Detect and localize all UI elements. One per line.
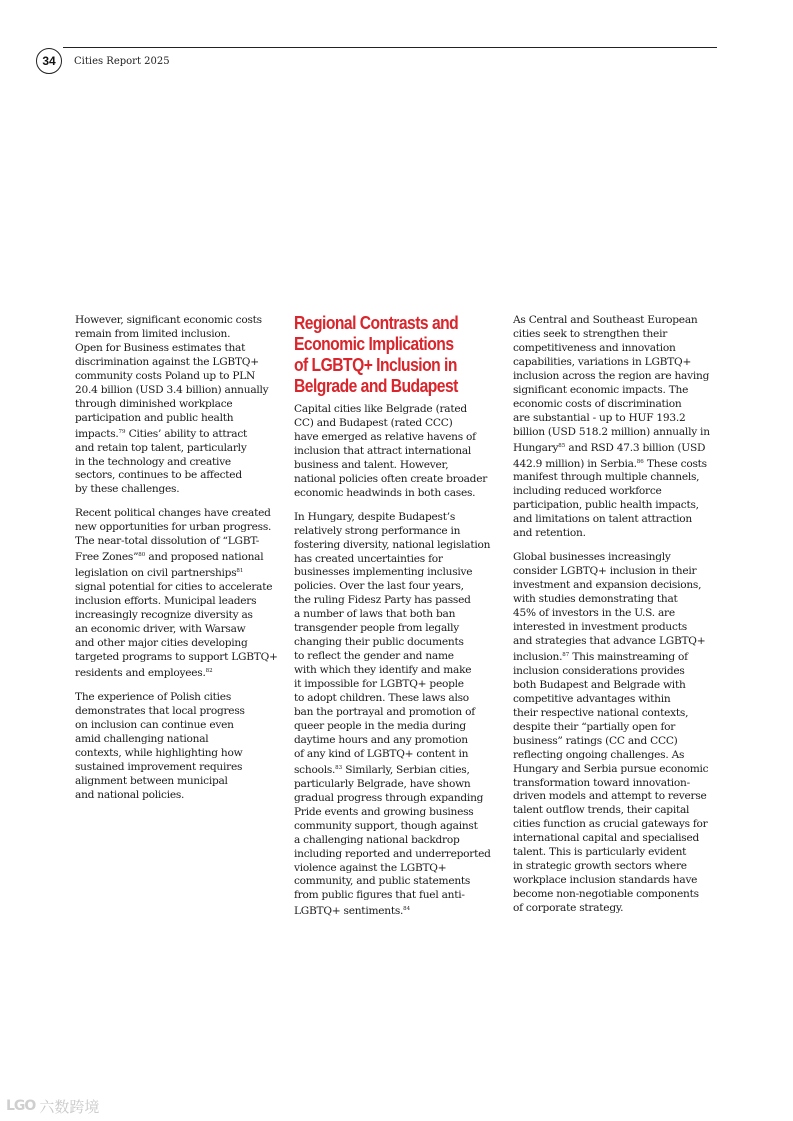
section-heading — [294, 313, 475, 397]
text-line — [294, 762, 504, 778]
text-line: Open for Business estimates that — [75, 341, 246, 354]
text-line: transgender people from legally — [294, 622, 460, 635]
text-line — [513, 649, 719, 665]
text-fragment: Similarly, Serbian cities, — [342, 763, 470, 776]
text-line: talent outflow trends, their capital — [513, 804, 690, 817]
text-line: including reduced workforce — [513, 485, 662, 498]
text-line: by these challenges. — [75, 483, 180, 496]
text-line: talent. This is particularly evident — [513, 846, 687, 859]
text-fragment: Hungary — [513, 441, 559, 454]
watermark — [6, 1094, 99, 1118]
text-line — [294, 903, 504, 919]
text-fragment: Cities’ ability to attract — [125, 427, 248, 440]
text-line: in the technology and creative — [75, 455, 231, 468]
text-line: In Hungary, despite Budapest’s — [294, 510, 456, 523]
text-line: manifest through multiple channels, — [513, 471, 700, 484]
text-line: and retention. — [513, 527, 586, 540]
text-line: cities function as crucial gateways for — [513, 818, 708, 831]
text-line: both Budapest and Belgrade with — [513, 678, 686, 691]
text-line: businesses implementing inclusive — [294, 566, 473, 579]
text-line: economic costs of discrimination — [513, 397, 682, 410]
text-line: a challenging national backdrop — [294, 833, 460, 846]
text-line: on inclusion can continue even — [75, 718, 234, 731]
text-line — [75, 665, 283, 681]
text-fragment: and proposed national — [145, 551, 264, 564]
paragraph — [75, 507, 283, 680]
text-line: changing their public documents — [294, 636, 464, 649]
text-line: including reported and underreported — [294, 847, 491, 860]
text-line — [513, 456, 719, 472]
page-number: 34 — [36, 48, 62, 74]
text-line — [75, 549, 283, 565]
footnote-ref: 80 — [138, 552, 146, 559]
text-fragment: These costs — [643, 457, 707, 470]
text-line: in strategic growth sectors where — [513, 860, 687, 873]
text-line: are substantial - up to HUF 193.2 — [513, 411, 686, 424]
text-fragment: schools. — [294, 763, 336, 776]
text-line: to adopt children. These laws also — [294, 692, 469, 705]
text-line: consider LGBTQ+ inclusion in their — [513, 565, 697, 578]
text-line: community, and public statements — [294, 875, 471, 888]
paragraph — [294, 403, 504, 501]
text-line: inclusion efforts. Municipal leaders — [75, 595, 257, 608]
text-line: inclusion across the region are having — [513, 369, 710, 382]
text-fragment: inclusion. — [513, 650, 563, 663]
footnote-ref: 85 — [558, 442, 566, 449]
text-line: despite their “partially open for — [513, 720, 676, 733]
footnote-ref: 79 — [118, 428, 126, 435]
text-line: community support, though against — [294, 819, 478, 832]
text-line: and retain top talent, particularly — [75, 441, 247, 454]
text-line: and strategies that advance LGBTQ+ — [513, 634, 706, 647]
text-line: investment and expansion decisions, — [513, 579, 702, 592]
text-line: discrimination against the LGBTQ+ — [75, 355, 259, 368]
text-line: Hungary and Serbia pursue economic — [513, 762, 709, 775]
text-line: CC) and Budapest (rated CCC) — [294, 416, 453, 429]
text-line: with studies demonstrating that — [513, 593, 678, 606]
text-line: significant economic impacts. The — [513, 383, 689, 396]
text-line: competitiveness and innovation — [513, 341, 676, 354]
heading-line: Belgrade and Budapest — [294, 376, 458, 396]
text-line: it impossible for LGBTQ+ people — [294, 678, 464, 691]
text-fragment: This mainstreaming of — [569, 650, 688, 663]
text-line: As Central and Southeast European — [513, 314, 698, 326]
text-line: with which they identify and make — [294, 664, 472, 677]
text-line: The experience of Polish cities — [75, 690, 232, 703]
text-line: Recent political changes have created — [75, 507, 271, 520]
text-line: become non-negotiable components — [513, 888, 699, 901]
text-line: capabilities, variations in LGBTQ+ — [513, 355, 692, 368]
text-fragment: residents and employees. — [75, 666, 206, 679]
text-line: The near-total dissolution of “LGBT- — [75, 535, 260, 548]
text-line: increasingly recognize diversity as — [75, 609, 253, 622]
text-line: and national policies. — [75, 788, 185, 801]
text-line: business” ratings (CC and CCC) — [513, 734, 678, 747]
text-line: transformation toward innovation- — [513, 776, 690, 789]
heading-line: Regional Contrasts and — [294, 313, 459, 333]
paragraph — [513, 551, 719, 916]
text-line: demonstrates that local progress — [75, 704, 245, 717]
footnote-ref: 86 — [636, 458, 644, 465]
text-fragment: impacts. — [75, 427, 119, 440]
text-line: relatively strong performance in — [294, 524, 461, 537]
text-line: participation and public health — [75, 411, 234, 424]
text-line: Pride events and growing business — [294, 805, 474, 818]
text-line: cities seek to strengthen their — [513, 327, 668, 340]
text-line — [75, 426, 283, 442]
footnote-ref: 82 — [205, 667, 213, 674]
text-line: an economic driver, with Warsaw — [75, 623, 246, 636]
text-line: However, significant economic costs — [75, 314, 262, 326]
text-line: interested in investment products — [513, 621, 687, 634]
text-line: Capital cities like Belgrade (rated — [294, 403, 467, 415]
text-line: ban the portrayal and promotion of — [294, 706, 475, 719]
text-line: sustained improvement requires — [75, 760, 243, 773]
text-fragment: LGBTQ+ sentiments. — [294, 905, 404, 918]
text-line: billion (USD 518.2 million) annually in — [513, 425, 710, 438]
footnote-ref: 87 — [562, 651, 570, 658]
column-middle — [294, 313, 504, 929]
text-line: policies. Over the last four years, — [294, 580, 464, 593]
header-rule — [63, 47, 717, 48]
text-line — [513, 440, 719, 456]
text-line: targeted programs to support LGBTQ+ — [75, 650, 278, 663]
text-line: has created uncertainties for — [294, 552, 443, 565]
heading-line: of LGBTQ+ Inclusion in — [294, 355, 457, 375]
footnote-ref: 81 — [236, 568, 244, 575]
text-line: business and talent. However, — [294, 458, 449, 471]
text-line: a number of laws that both ban — [294, 608, 456, 621]
text-line: of corporate strategy. — [513, 902, 624, 915]
text-line: 45% of investors in the U.S. are — [513, 607, 675, 620]
paragraph — [513, 314, 719, 541]
text-line: economic headwinds in both cases. — [294, 486, 476, 499]
paragraph — [75, 691, 283, 803]
text-line: remain from limited inclusion. — [75, 327, 231, 340]
footnote-ref: 83 — [335, 764, 343, 771]
text-line: to reflect the gender and name — [294, 650, 454, 663]
text-line: workplace inclusion standards have — [513, 874, 698, 887]
text-line: violence against the LGBTQ+ — [294, 861, 447, 874]
text-fragment: and RSD 47.3 billion (USD — [565, 441, 706, 454]
text-line: through diminished workplace — [75, 397, 233, 410]
text-line: amid challenging national — [75, 732, 209, 745]
text-line: international capital and specialised — [513, 832, 700, 845]
text-line: alignment between municipal — [75, 774, 228, 787]
footnote-ref: 84 — [403, 906, 411, 913]
report-title: Cities Report 2025 — [74, 56, 170, 67]
column-left — [75, 314, 283, 812]
text-line: driven models and attempt to reverse — [513, 790, 707, 803]
text-line: inclusion that attract international — [294, 444, 472, 457]
heading-line: Economic Implications — [294, 334, 454, 354]
text-line: the ruling Fidesz Party has passed — [294, 594, 471, 607]
text-line: sectors, continues to be affected — [75, 469, 242, 482]
text-line: Global businesses increasingly — [513, 551, 671, 564]
text-line: 20.4 billion (USD 3.4 billion) annually — [75, 383, 269, 396]
text-line: fostering diversity, national legislation — [294, 538, 491, 551]
text-line: of any kind of LGBTQ+ content in — [294, 747, 469, 760]
text-line: gradual progress through expanding — [294, 791, 484, 804]
text-line: reflecting ongoing challenges. As — [513, 748, 685, 761]
text-line: particularly Belgrade, have shown — [294, 777, 471, 790]
text-line: and limitations on talent attraction — [513, 513, 692, 526]
text-line: signal potential for cities to accelerate — [75, 581, 273, 594]
text-line: inclusion considerations provides — [513, 664, 685, 677]
text-fragment: legislation on civil partnerships — [75, 567, 237, 580]
text-line: competitive advantages within — [513, 692, 671, 705]
text-line: new opportunities for urban progress. — [75, 521, 272, 534]
text-line: contexts, while highlighting how — [75, 746, 243, 759]
text-line: from public figures that fuel anti- — [294, 889, 465, 902]
column-right — [513, 314, 719, 926]
text-line: daytime hours and any promotion — [294, 733, 468, 746]
paragraph — [75, 314, 283, 497]
text-line: national policies often create broader — [294, 472, 488, 485]
text-fragment: Free Zones” — [75, 551, 139, 564]
text-line: community costs Poland up to PLN — [75, 369, 256, 382]
text-line: queer people in the media during — [294, 719, 466, 732]
text-line — [75, 565, 283, 581]
text-line: participation, public health impacts, — [513, 499, 699, 512]
text-line: and other major cities developing — [75, 636, 248, 649]
text-line: have emerged as relative havens of — [294, 430, 476, 443]
watermark-logo: LGO — [6, 1098, 36, 1114]
text-fragment: 442.9 million) in Serbia. — [513, 457, 637, 470]
text-line: their respective national contexts, — [513, 706, 689, 719]
paragraph — [294, 511, 504, 920]
watermark-text: 六数跨境 — [39, 1097, 100, 1116]
